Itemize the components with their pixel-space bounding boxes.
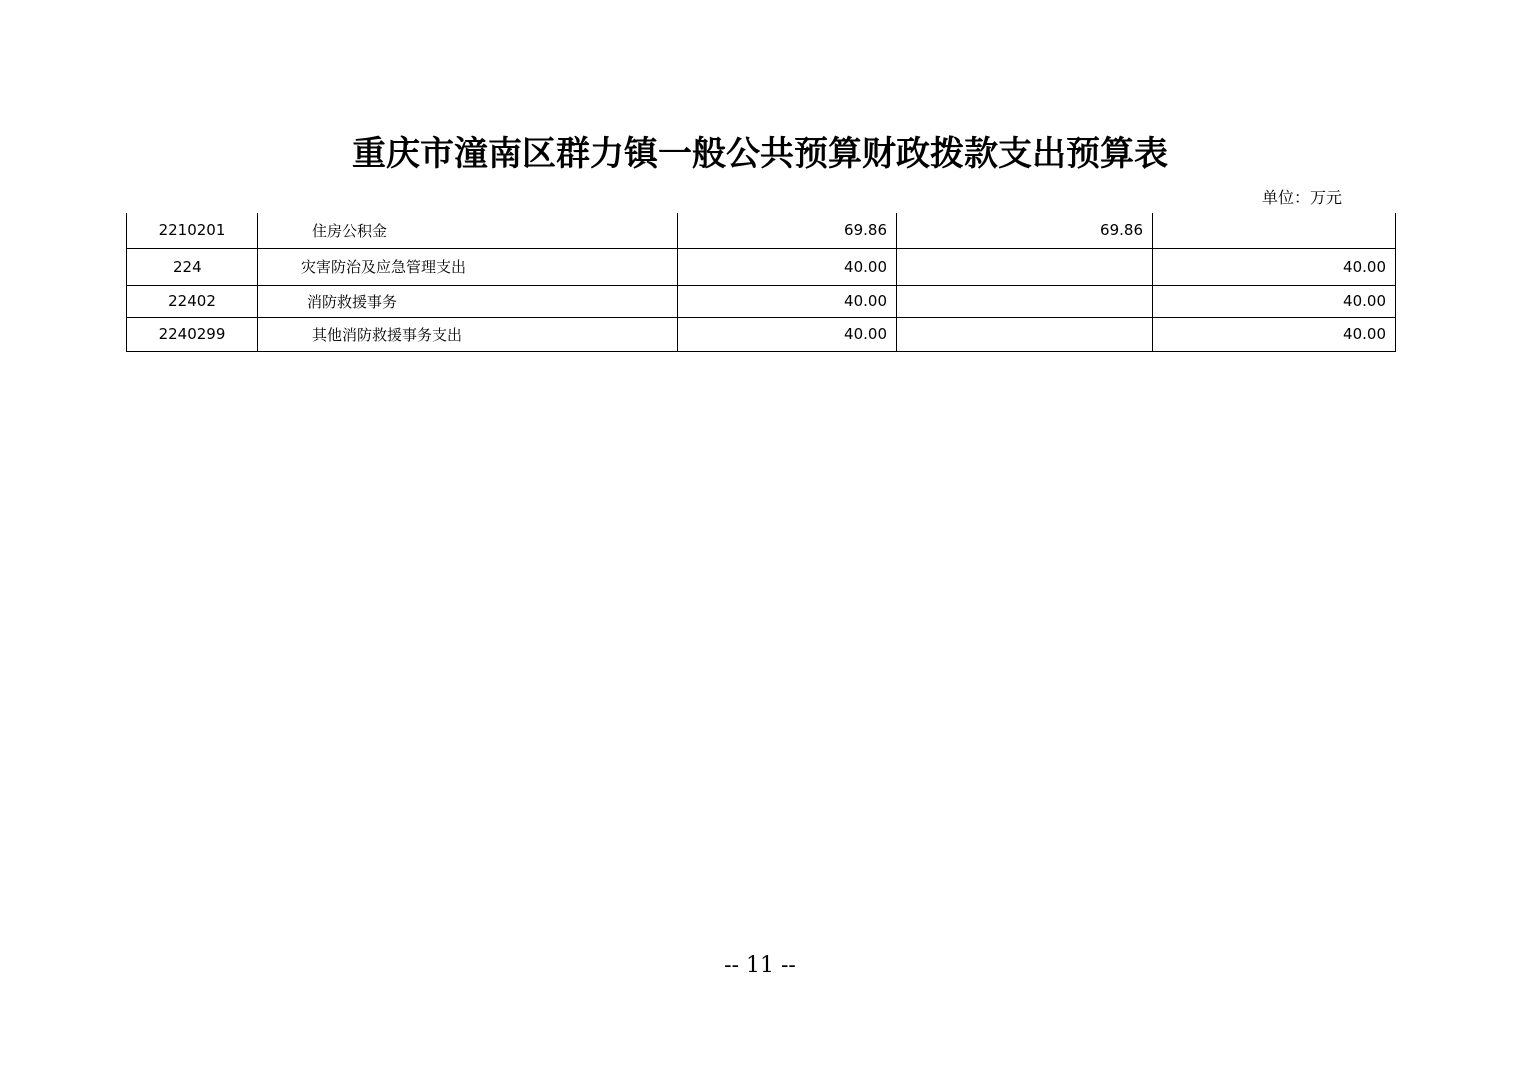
- row-basic: 69.86: [897, 213, 1153, 248]
- row-name: 其他消防救援事务支出: [258, 317, 678, 351]
- row-total: 40.00: [678, 248, 897, 285]
- row-project: 40.00: [1153, 248, 1396, 285]
- row-project: 40.00: [1153, 317, 1396, 351]
- row-total: 69.86: [678, 213, 897, 248]
- row-name: 消防救援事务: [258, 285, 678, 317]
- row-code: 22402: [127, 285, 258, 317]
- unit-label: 单位：万元: [1262, 188, 1343, 207]
- table-row: [127, 213, 1396, 248]
- page-number: -- 11 --: [724, 953, 796, 978]
- row-total: 40.00: [678, 285, 897, 317]
- table-row: [127, 248, 1396, 285]
- table-row: [127, 285, 1396, 317]
- row-total: 40.00: [678, 317, 897, 351]
- page-title: 重庆市潼南区群力镇一般公共预算财政拨款支出预算表: [352, 134, 1168, 174]
- row-name: 灾害防治及应急管理支出: [258, 248, 678, 285]
- row-name: 住房公积金: [258, 213, 678, 248]
- row-code: 2210201: [127, 213, 258, 248]
- table-row: [127, 317, 1396, 351]
- row-project: [1153, 213, 1396, 248]
- row-basic: [897, 285, 1153, 317]
- row-basic: [897, 248, 1153, 285]
- row-basic: [897, 317, 1153, 351]
- row-code: 2240299: [127, 317, 258, 351]
- row-code: 224: [127, 248, 258, 285]
- budget-table: [126, 213, 1396, 352]
- row-project: 40.00: [1153, 285, 1396, 317]
